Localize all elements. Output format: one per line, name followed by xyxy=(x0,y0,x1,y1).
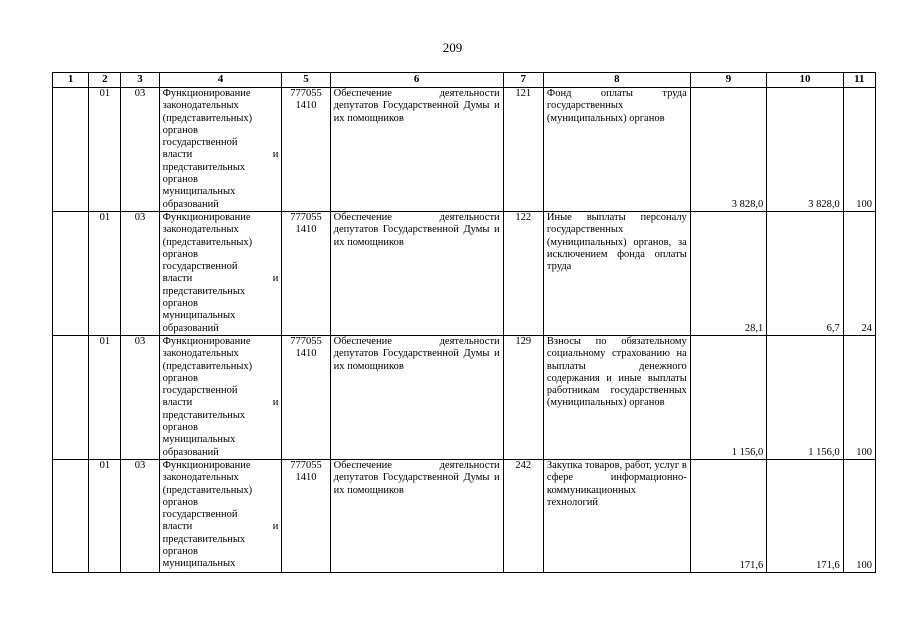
section-name-line: органов xyxy=(162,298,198,310)
table-row xyxy=(53,211,876,335)
section-name-line: представительных xyxy=(162,533,246,545)
expense-type-name-cell: Закупка товаров, работ, услуг в сфере информационно-коммуникационных технологий xyxy=(543,459,690,572)
column-header: 2 xyxy=(89,73,121,88)
section-name-word: власти xyxy=(162,273,193,285)
column-header: 3 xyxy=(121,73,159,88)
target-code-line: 1410 xyxy=(295,348,317,360)
section-name-line xyxy=(163,273,279,285)
section-name-line: муниципальных xyxy=(162,310,236,322)
empty-cell xyxy=(53,459,89,572)
column-header: 6 xyxy=(330,73,503,88)
planned-amount-cell: 3 828,0 xyxy=(690,88,766,212)
section-name-line: Функционирование xyxy=(162,335,251,347)
section-name-line: муниципальных xyxy=(162,434,236,446)
section-name-word: и xyxy=(272,149,279,161)
section-name-word: и xyxy=(272,397,279,409)
section-code-cell: 01 xyxy=(89,211,121,335)
target-name-cell: Обеспечение деятельности депутатов Государственной Думы и их помощников xyxy=(330,335,503,459)
execution-percent-cell: 100 xyxy=(843,335,875,459)
target-code-line: 1410 xyxy=(295,472,317,484)
section-name-line: законодательных xyxy=(162,472,239,484)
planned-amount-cell: 1 156,0 xyxy=(690,335,766,459)
planned-amount-cell: 171,6 xyxy=(690,459,766,572)
empty-cell xyxy=(53,211,89,335)
section-name-word: и xyxy=(272,521,279,533)
expense-type-name-cell: Взносы по обязательному социальному страхованию на выплаты денежного содержания и иные выплаты работникам государственных (муниципальных) органов xyxy=(543,335,690,459)
expense-type-name-cell: Фонд оплаты труда государственных (муниципальных) органов xyxy=(543,88,690,212)
section-name-word: и xyxy=(272,273,279,285)
section-name-line: представительных xyxy=(162,409,246,421)
section-name-line: (представительных) xyxy=(162,360,253,372)
column-header: 11 xyxy=(843,73,875,88)
planned-amount-cell: 28,1 xyxy=(690,211,766,335)
table-row xyxy=(53,88,876,212)
section-name-line: органов xyxy=(162,496,198,508)
column-header: 5 xyxy=(282,73,330,88)
section-name-cell xyxy=(159,211,282,335)
section-name-cell xyxy=(159,88,282,212)
column-header: 7 xyxy=(503,73,543,88)
target-name-cell: Обеспечение деятельности депутатов Государственной Думы и их помощников xyxy=(330,459,503,572)
target-code-line: 777055 xyxy=(290,211,322,223)
table-row xyxy=(53,459,876,572)
executed-amount-cell: 1 156,0 xyxy=(767,335,843,459)
section-name-line: представительных xyxy=(162,161,246,173)
expense-type-code-cell: 129 xyxy=(503,335,543,459)
subsection-code-cell: 03 xyxy=(121,88,159,212)
target-code-line: 777055 xyxy=(290,459,322,471)
target-name-cell: Обеспечение деятельности депутатов Государственной Думы и их помощников xyxy=(330,88,503,212)
section-name-line: государственной xyxy=(162,137,238,149)
section-name-line: органов xyxy=(162,545,198,557)
target-code-line: 777055 xyxy=(290,335,322,347)
section-name-line: (представительных) xyxy=(162,484,253,496)
expense-type-name-cell: Иные выплаты персоналу государственных (муниципальных) органов, за исключением фонда оплаты труда xyxy=(543,211,690,335)
subsection-code-cell: 03 xyxy=(121,335,159,459)
section-name-word: власти xyxy=(162,149,193,161)
section-name-line: образований xyxy=(162,446,219,458)
section-name-line: муниципальных xyxy=(162,186,236,198)
budget-table xyxy=(52,72,876,573)
target-code-cell xyxy=(282,88,330,212)
section-name-line: органов xyxy=(162,124,198,136)
section-name-line: законодательных xyxy=(162,224,239,236)
section-name-line xyxy=(163,521,279,533)
section-name-line: Функционирование xyxy=(162,211,251,223)
page-number: 209 xyxy=(442,40,463,55)
target-code-line: 1410 xyxy=(295,224,317,236)
target-code-cell xyxy=(282,335,330,459)
executed-amount-cell: 3 828,0 xyxy=(767,88,843,212)
section-name-line: органов xyxy=(162,174,198,186)
empty-cell xyxy=(53,88,89,212)
target-code-line: 1410 xyxy=(295,100,317,112)
section-name-line: (представительных) xyxy=(162,236,253,248)
expense-type-code-cell: 242 xyxy=(503,459,543,572)
column-header: 4 xyxy=(159,73,282,88)
target-code-cell xyxy=(282,211,330,335)
column-header: 9 xyxy=(690,73,766,88)
section-name-line: органов xyxy=(162,248,198,260)
column-header: 1 xyxy=(53,73,89,88)
section-name-word: власти xyxy=(162,521,193,533)
section-name-line: законодательных xyxy=(162,100,239,112)
section-name-line: муниципальных xyxy=(162,558,236,570)
executed-amount-cell: 171,6 xyxy=(767,459,843,572)
section-name-line: Функционирование xyxy=(162,459,251,471)
target-code-line: 777055 xyxy=(290,88,322,99)
section-code-cell: 01 xyxy=(89,335,121,459)
execution-percent-cell: 100 xyxy=(843,88,875,212)
section-name-line: (представительных) xyxy=(162,112,253,124)
target-code-cell xyxy=(282,459,330,572)
table-row xyxy=(53,335,876,459)
section-name-line: образований xyxy=(162,198,219,210)
section-name-line: государственной xyxy=(162,261,238,273)
empty-cell xyxy=(53,335,89,459)
execution-percent-cell: 100 xyxy=(843,459,875,572)
section-name-word: власти xyxy=(162,397,193,409)
section-name-line xyxy=(163,397,279,409)
column-header: 8 xyxy=(543,73,690,88)
section-name-line: государственной xyxy=(162,509,238,521)
section-code-cell: 01 xyxy=(89,88,121,212)
section-name-line: законодательных xyxy=(162,348,239,360)
section-code-cell: 01 xyxy=(89,459,121,572)
executed-amount-cell: 6,7 xyxy=(767,211,843,335)
section-name-line: представительных xyxy=(162,285,246,297)
section-name-line: органов xyxy=(162,422,198,434)
subsection-code-cell: 03 xyxy=(121,211,159,335)
section-name-cell xyxy=(159,459,282,572)
column-header: 10 xyxy=(767,73,843,88)
target-name-cell: Обеспечение деятельности депутатов Государственной Думы и их помощников xyxy=(330,211,503,335)
execution-percent-cell: 24 xyxy=(843,211,875,335)
section-name-line: государственной xyxy=(162,385,238,397)
section-name-line xyxy=(163,149,279,161)
subsection-code-cell: 03 xyxy=(121,459,159,572)
section-name-cell xyxy=(159,335,282,459)
section-name-line: Функционирование xyxy=(162,88,251,99)
section-name-line: органов xyxy=(162,372,198,384)
header-row xyxy=(53,73,876,88)
expense-type-code-cell: 121 xyxy=(503,88,543,212)
expense-type-code-cell: 122 xyxy=(503,211,543,335)
section-name-line: образований xyxy=(162,322,219,334)
